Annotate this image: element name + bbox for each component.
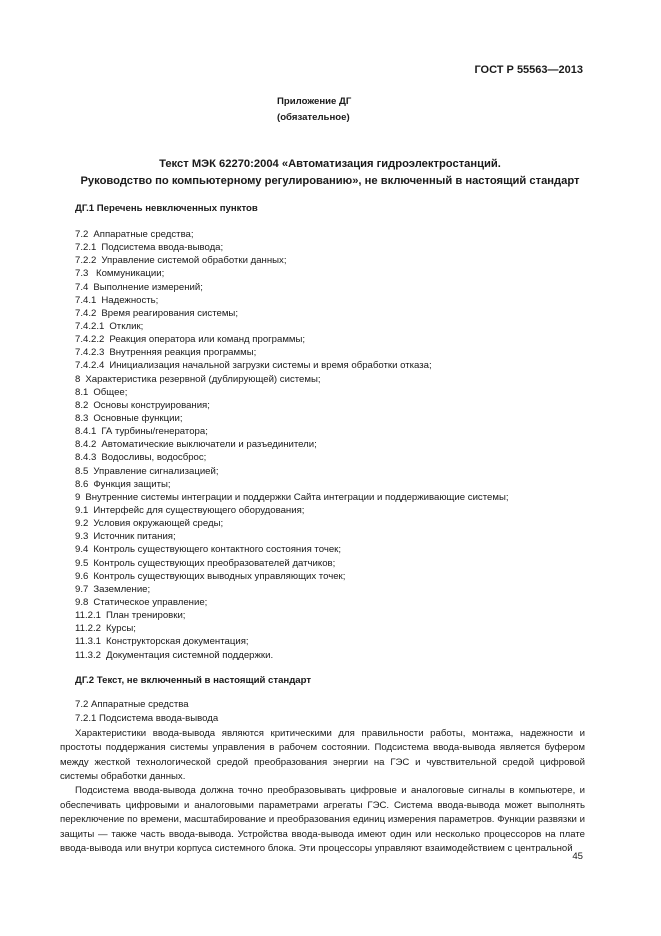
- item-text: Общее;: [93, 386, 128, 398]
- list-item: [75, 399, 595, 412]
- list-item: [75, 373, 595, 386]
- list-item: [75, 267, 595, 280]
- item-text: Внутренние системы интеграции и поддержки Cайта интеграции и поддерживающие системы;: [85, 491, 509, 503]
- item-number: 7.2.1: [75, 242, 97, 254]
- item-text: Контроль существующих выводных управляющих точек;: [93, 570, 346, 582]
- item-text: Коммуникации;: [93, 268, 165, 280]
- item-number: 9.4: [75, 544, 89, 556]
- item-text: Конструкторская документация;: [105, 636, 249, 648]
- item-number: 7.4.2.3: [75, 347, 105, 359]
- list-item: [75, 346, 595, 359]
- item-text: Курсы;: [105, 623, 136, 635]
- section1-heading: ДГ.1 Перечень невключенных пунктов: [75, 203, 258, 214]
- item-number: 7.3: [75, 268, 89, 280]
- list-item: [75, 254, 595, 267]
- list-item: [75, 425, 595, 438]
- document-title: [40, 156, 620, 190]
- item-text: Внутренняя реакция программы;: [109, 347, 257, 359]
- item-text: Аппаратные средства;: [93, 229, 194, 240]
- item-text: ГА турбины/генератора;: [101, 426, 208, 438]
- list-item: [75, 465, 595, 478]
- item-number: 7.4.2.2: [75, 334, 105, 346]
- item-text: Реакция оператора или команд программы;: [109, 334, 306, 346]
- item-number: 7.4.1: [75, 294, 97, 306]
- document-title-line1: Текст МЭК 62270:2004 «Автоматизация гидроэлектростанций.: [159, 158, 501, 170]
- standard-number: ГОСТ Р 55563—2013: [474, 64, 583, 76]
- item-number: 9.8: [75, 596, 89, 608]
- appendix-block: [0, 94, 661, 126]
- item-number: 7.4.2: [75, 307, 97, 319]
- item-number: 9: [75, 491, 81, 503]
- list-item: [75, 386, 595, 399]
- document-title-line2: Руководство по компьютерному регулированию», не включенный в настоящий стандарт: [80, 175, 580, 187]
- item-number: 8.3: [75, 412, 89, 424]
- item-number: 7.2.2: [75, 255, 97, 267]
- item-text: Управление системой обработки данных;: [101, 255, 287, 267]
- list-item: [75, 228, 595, 241]
- item-text: Основы конструирования;: [93, 399, 210, 411]
- paragraph-1: Характеристики ввода-вывода являются критическими для правильности работы, монтажа, надежности и простоты поддержания системы управления в рабочем состоянии. Подсистема ввода-вывода является буфером между жесткой технологической средой преобразования энергии на ГЭС и чувствительной средой цифровой системы обработки данных.: [60, 727, 585, 783]
- list-item: [75, 596, 595, 609]
- item-number: 7.4: [75, 281, 89, 293]
- item-number: 7.4.2.1: [75, 320, 105, 332]
- item-text: Контроль существующего контактного состояния точек;: [93, 544, 342, 556]
- page-number: 45: [572, 851, 583, 862]
- item-number: 7.4.2.4: [75, 360, 105, 372]
- item-text: Документация системной поддержки.: [105, 649, 274, 661]
- list-item: [75, 491, 595, 504]
- list-item: [75, 241, 595, 254]
- item-text: Контроль существующих преобразователей датчиков;: [93, 557, 336, 569]
- item-number: 8.5: [75, 465, 89, 477]
- appendix-title: Приложение ДГ: [277, 96, 352, 107]
- item-text: Заземление;: [93, 583, 151, 595]
- list-item: [75, 359, 595, 372]
- section2-heading: ДГ.2 Текст, не включенный в настоящий стандарт: [75, 675, 312, 686]
- item-number: 7.2: [75, 229, 89, 240]
- list-item: [75, 333, 595, 346]
- list-item: [75, 649, 595, 662]
- list-item: [75, 294, 595, 307]
- item-number: 8.2: [75, 399, 89, 411]
- list-item: [75, 438, 595, 451]
- item-number: 11.3.1: [75, 636, 101, 648]
- item-text: Подсистема ввода-вывода;: [101, 242, 224, 254]
- item-text: Характеристика резервной (дублирующей) системы;: [85, 373, 321, 385]
- paragraph-2: Подсистема ввода-вывода должна точно преобразовывать цифровые и аналоговые сигналы в компьютере, и обеспечивать цифровыми и аналоговыми параметрами агрегаты ГЭС. Система ввода-вывода может выполнять переключение по времени, масштабирование и преобразования единиц измерения параметров. Функции развязки и защиты — также часть ввода-вывода. Устройства ввода-вывода имеют один или несколько процессоров на плате ввода-вывода или внутри корпуса системного блока. Эти процессоры управляют взаимодействием с центральной: [60, 785, 585, 855]
- item-number: 11.2.1: [75, 610, 101, 622]
- item-text: Функция защиты;: [93, 478, 171, 490]
- item-text: Водосливы, водосброс;: [101, 452, 207, 464]
- item-text: Статическое управление;: [93, 596, 208, 608]
- section2-body: [60, 698, 585, 856]
- list-item: [75, 504, 595, 517]
- list-item: [75, 530, 595, 543]
- item-text: Основные функции;: [93, 412, 183, 424]
- item-number: 9.1: [75, 504, 89, 516]
- item-text: Отклик;: [109, 320, 144, 332]
- list-item: [75, 478, 595, 491]
- list-item: [75, 583, 595, 596]
- item-text: Источник питания;: [93, 531, 176, 543]
- list-item: [75, 412, 595, 425]
- list-item: [75, 543, 595, 556]
- item-number: 8: [75, 373, 81, 385]
- item-number: 8.4.2: [75, 439, 97, 451]
- list-item: [75, 281, 595, 294]
- list-item: [75, 570, 595, 583]
- item-text: Инициализация начальной загрузки системы и время обработки отказа;: [109, 360, 432, 372]
- item-number: 9.7: [75, 583, 89, 595]
- item-number: 11.2.2: [75, 623, 101, 635]
- item-number: 8.1: [75, 386, 89, 398]
- list-item: [75, 557, 595, 570]
- list-item: [75, 609, 595, 622]
- list-item: [75, 635, 595, 648]
- item-number: 11.3.2: [75, 649, 101, 661]
- item-text: План тренировки;: [105, 610, 186, 622]
- item-number: 9.2: [75, 518, 89, 530]
- item-text: Управление сигнализацией;: [93, 465, 219, 477]
- subsection-7-2-1: 7.2.1 Подсистема ввода-вывода: [75, 713, 219, 725]
- item-text: Автоматические выключатели и разъединители;: [101, 439, 317, 451]
- item-number: 9.5: [75, 557, 89, 569]
- item-number: 9.3: [75, 531, 89, 543]
- item-text: Выполнение измерений;: [93, 281, 203, 293]
- subsection-7-2: 7.2 Аппаратные средства: [75, 699, 189, 710]
- item-text: Интерфейс для существующего оборудования;: [93, 504, 305, 516]
- appendix-status: (обязательное): [277, 112, 350, 123]
- item-text: Условия окружающей среды;: [93, 518, 224, 530]
- list-item: [75, 622, 595, 635]
- item-text: Время реагирования системы;: [101, 307, 238, 319]
- list-item: [75, 307, 595, 320]
- list-item: [75, 320, 595, 333]
- item-number: 8.4.1: [75, 426, 97, 438]
- excluded-items-list: [75, 228, 595, 662]
- list-item: [75, 517, 595, 530]
- item-number: 9.6: [75, 570, 89, 582]
- item-number: 8.6: [75, 478, 89, 490]
- list-item: [75, 451, 595, 464]
- item-text: Надежность;: [101, 294, 159, 306]
- item-number: 8.4.3: [75, 452, 97, 464]
